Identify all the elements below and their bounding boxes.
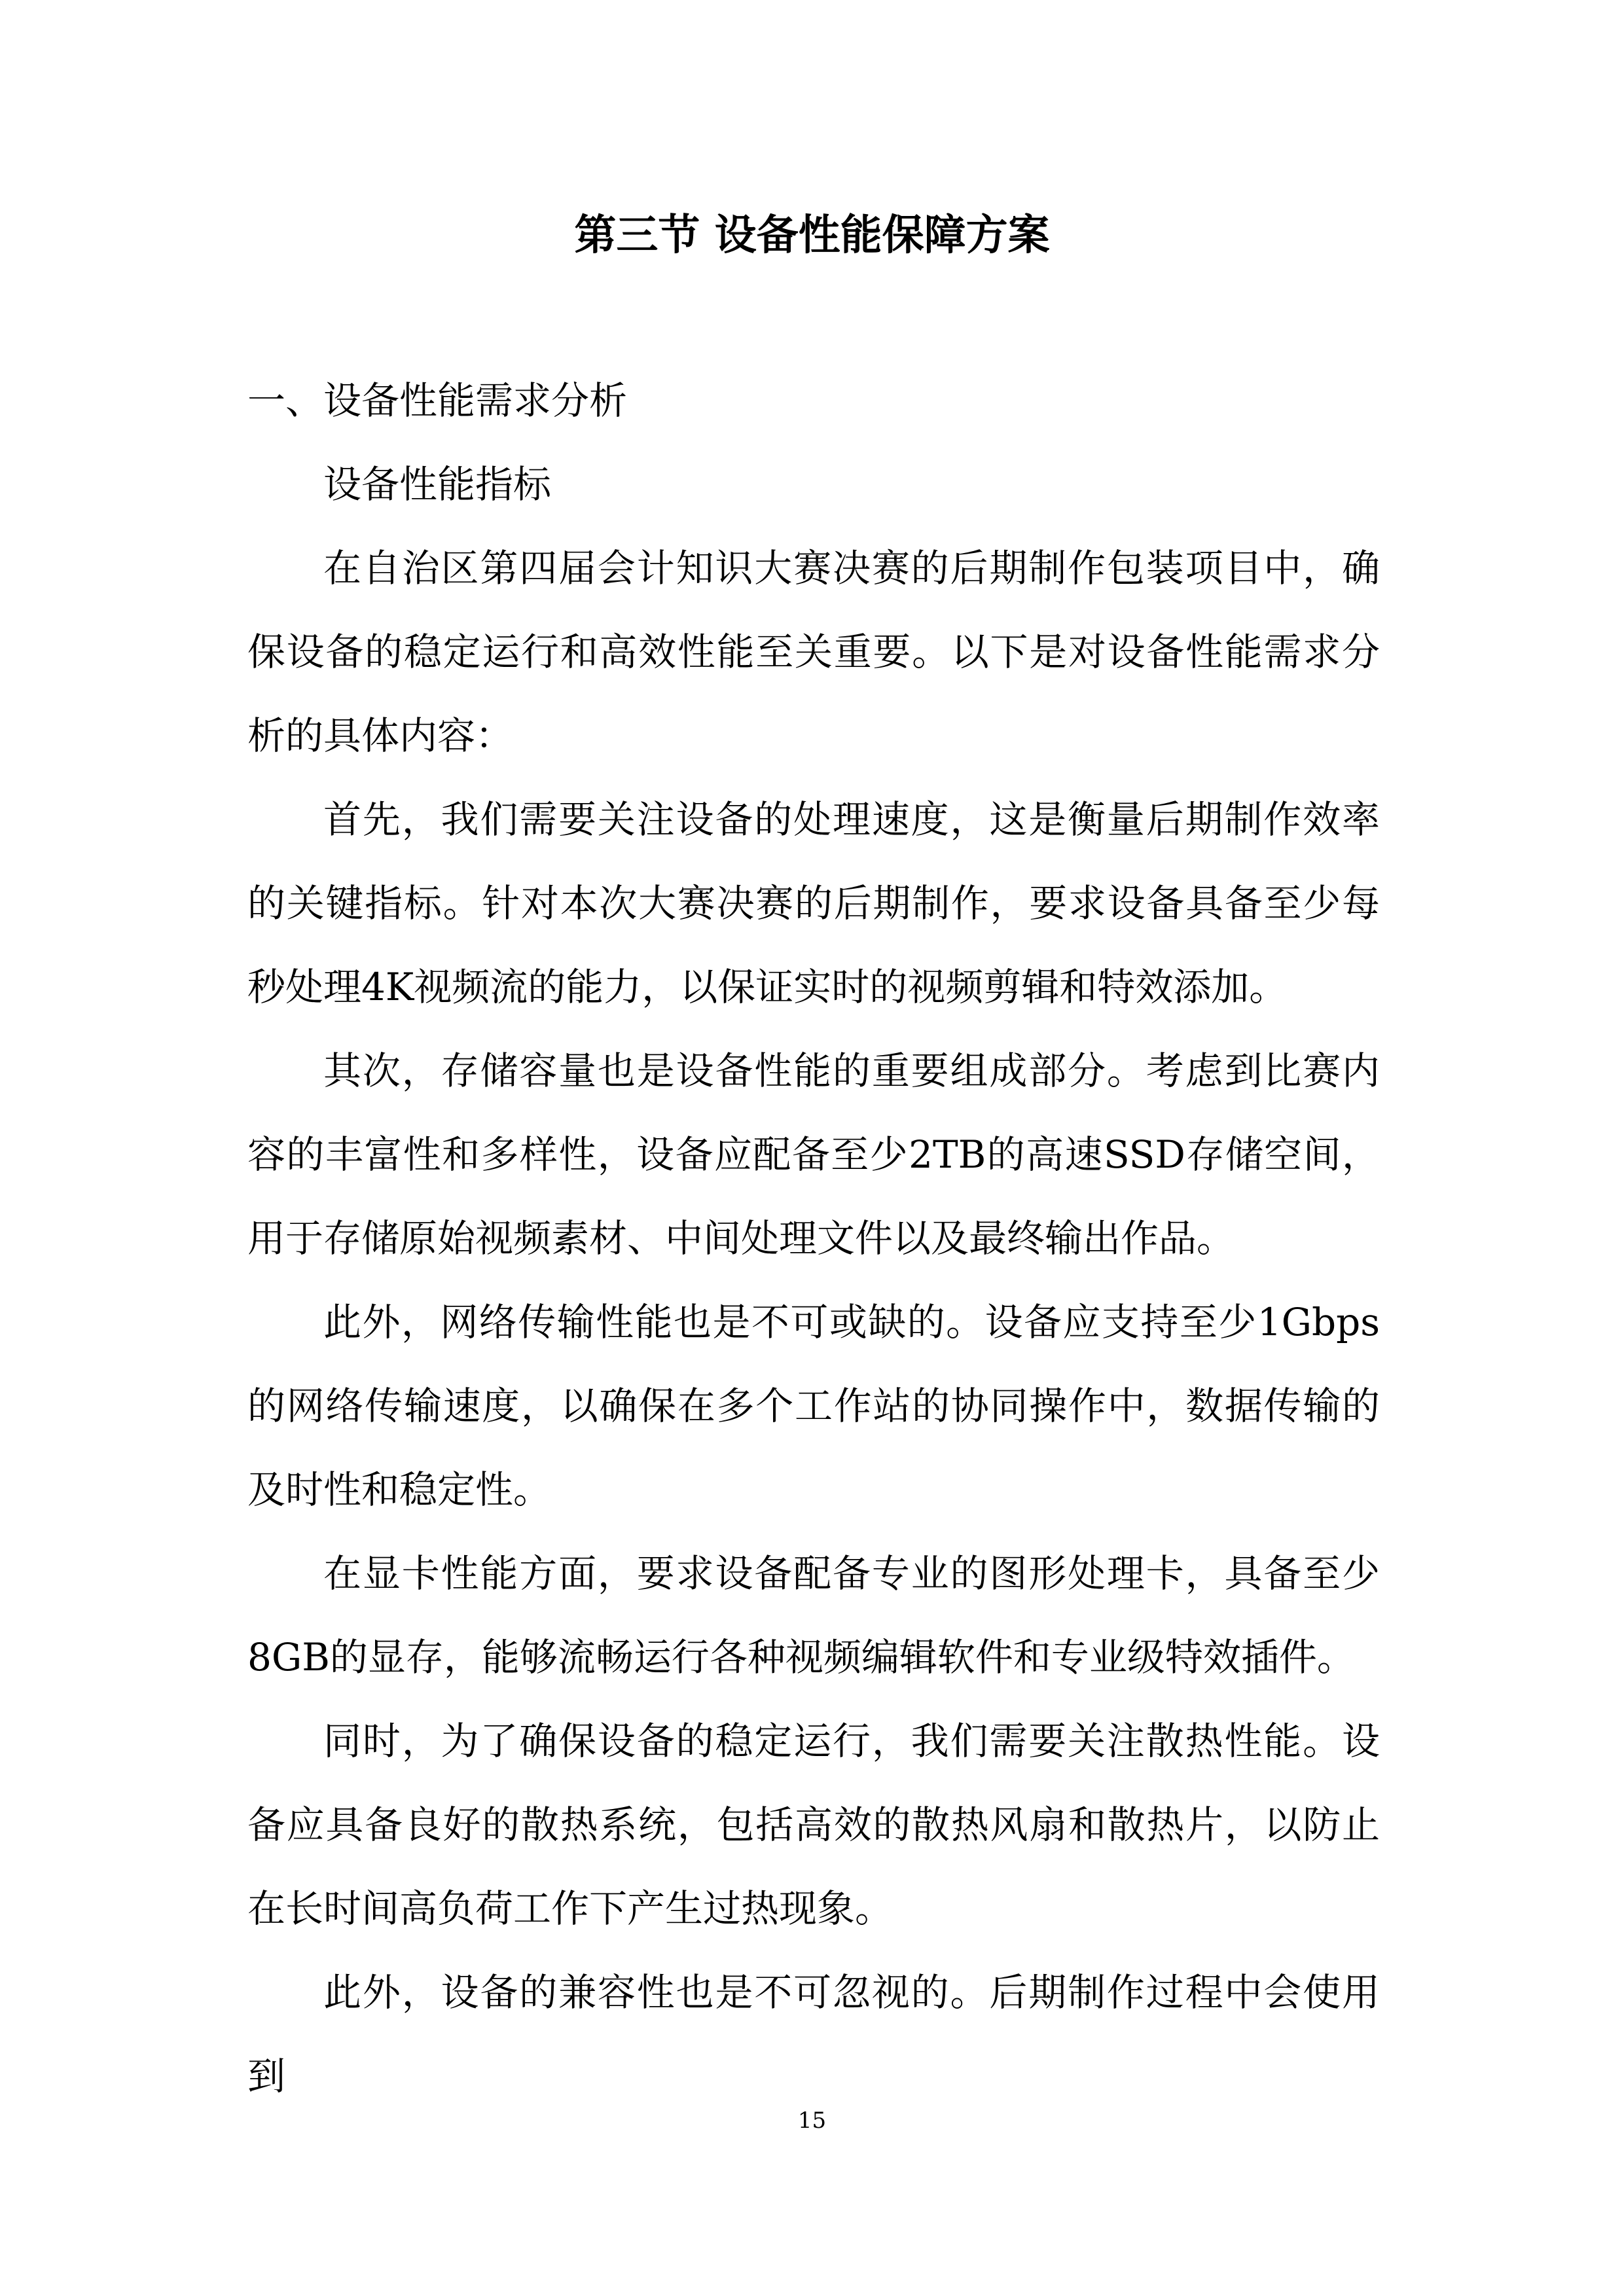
- body-paragraph: 首先，我们需要关注设备的处理速度，这是衡量后期制作效率的关键指标。针对本次大赛决赛的后期制作，要求设备具备至少每秒处理4K视频流的能力，以保证实时的视频剪辑和特效添加。: [247, 797, 1380, 1009]
- body-paragraph: 在显卡性能方面，要求设备配备专业的图形处理卡，具备至少8GB的显存，能够流畅运行各种视频编辑软件和专业级特效插件。: [247, 1551, 1380, 1679]
- subsection-heading: 设备性能指标: [323, 462, 552, 507]
- body-paragraph: 此外，设备的兼容性也是不可忽视的。后期制作过程中会使用到: [247, 1970, 1380, 2098]
- section-heading: 一、设备性能需求分析: [247, 378, 628, 423]
- section-title: 第三节 设备性能保障方案: [574, 211, 1050, 260]
- document-body: [247, 359, 1380, 2118]
- page-number: 15: [797, 2108, 827, 2134]
- body-paragraph: 在自治区第四届会计知识大赛决赛的后期制作包装项目中，确保设备的稳定运行和高效性能至关重要。以下是对设备性能需求分析的具体内容：: [247, 546, 1380, 758]
- body-paragraph: 此外，网络传输性能也是不可或缺的。设备应支持至少1Gbps的网络传输速度，以确保在多个工作站的协同操作中，数据传输的及时性和稳定性。: [247, 1300, 1380, 1512]
- body-paragraph: 同时，为了确保设备的稳定运行，我们需要关注散热性能。设备应具备良好的散热系统，包括高效的散热风扇和散热片，以防止在长时间高负荷工作下产生过热现象。: [247, 1719, 1380, 1931]
- body-paragraph: 其次，存储容量也是设备性能的重要组成部分。考虑到比赛内容的丰富性和多样性，设备应配备至少2TB的高速SSD存储空间，用于存储原始视频素材、中间处理文件以及最终输出作品。: [247, 1049, 1380, 1261]
